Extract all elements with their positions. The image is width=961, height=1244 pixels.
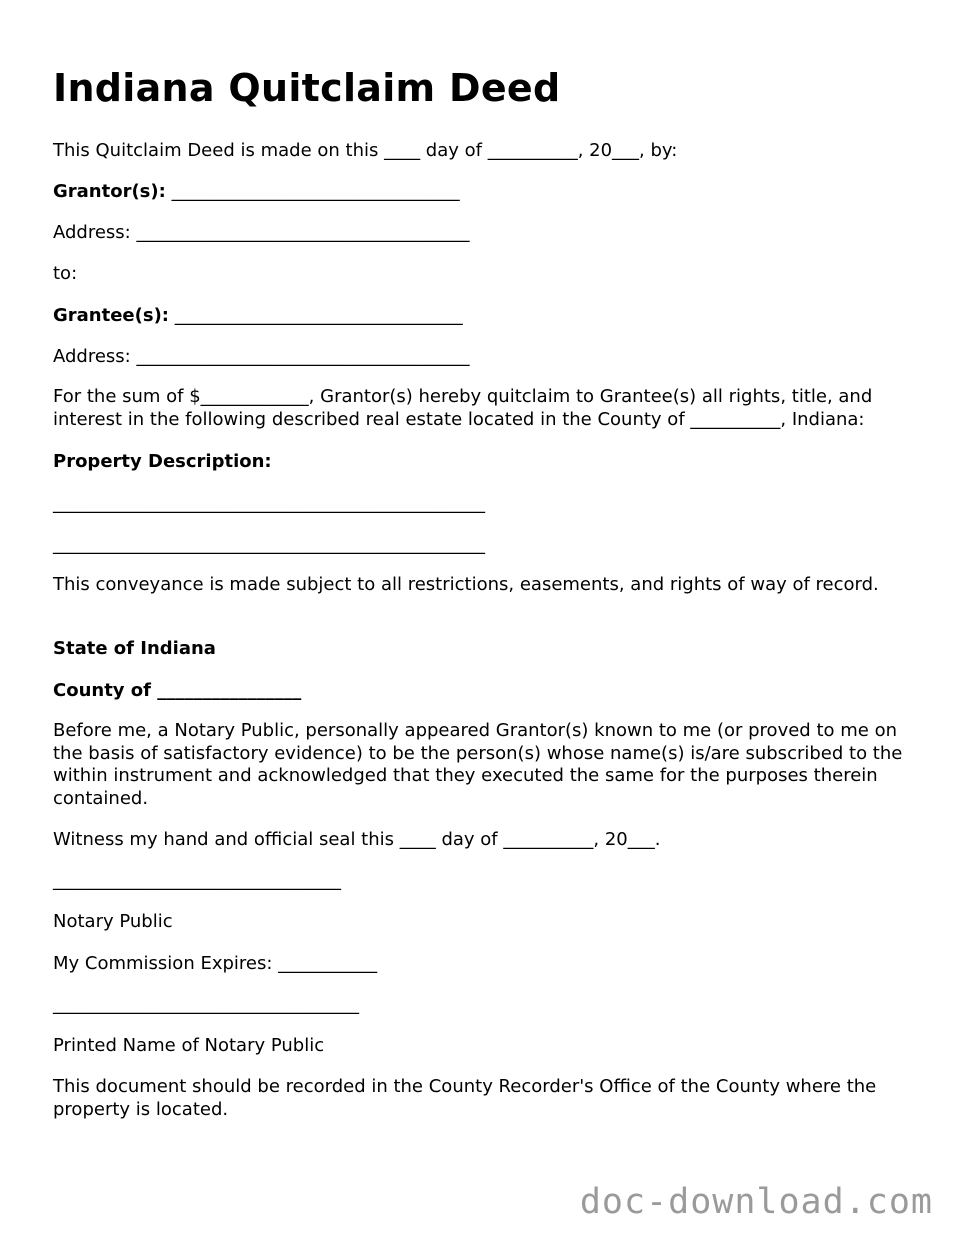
grantor-name-blank: ________________________________ xyxy=(171,181,460,202)
watermark: doc-download.com xyxy=(579,1182,933,1222)
notary-statement: Before me, a Notary Public, personally appeared Grantor(s) known to me (or proved to me on the basis of satisfactory evidence) to be the person(s) whose name(s) is/are subscribed to the within instrument and acknowledged that they executed the same for the purposes therein contained. xyxy=(53,720,903,809)
property-line-2: ________________________________________________ xyxy=(53,534,485,555)
property-line-1: ________________________________________________ xyxy=(53,493,485,514)
notary-signature-line: ________________________________ xyxy=(53,870,341,891)
grantor-address: Address: _____________________________________ xyxy=(53,222,470,243)
state-heading: State of Indiana xyxy=(53,638,216,659)
printed-name-line: __________________________________ xyxy=(53,994,359,1015)
witness-line: Witness my hand and official seal this ____ day of __________, 20___. xyxy=(53,829,661,850)
grantee-address: Address: _____________________________________ xyxy=(53,346,470,367)
grantee-label: Grantee(s): xyxy=(53,305,169,326)
grantor-line xyxy=(53,181,460,203)
conveyance-paragraph: This conveyance is made subject to all restrictions, easements, and rights of way of record. xyxy=(53,574,879,595)
notary-public-label: Notary Public xyxy=(53,911,173,932)
grantee-line xyxy=(53,305,463,327)
consideration-paragraph: For the sum of $____________, Grantor(s) hereby quitclaim to Grantee(s) all rights, title, and interest in the following described real estate located in the County of __________, Indiana: xyxy=(53,386,873,430)
recording-note: This document should be recorded in the County Recorder's Office of the County where the property is located. xyxy=(53,1076,877,1120)
property-description-heading: Property Description: xyxy=(53,451,272,472)
grantor-label: Grantor(s): xyxy=(53,181,166,202)
county-heading: County of ________________ xyxy=(53,680,302,701)
intro-line: This Quitclaim Deed is made on this ____ day of __________, 20___, by: xyxy=(53,140,678,161)
document-title: Indiana Quitclaim Deed xyxy=(53,66,561,110)
grantee-name-blank: ________________________________ xyxy=(174,305,463,326)
printed-name-label: Printed Name of Notary Public xyxy=(53,1035,325,1056)
commission-expires: My Commission Expires: ___________ xyxy=(53,953,378,974)
to-label: to: xyxy=(53,263,78,284)
